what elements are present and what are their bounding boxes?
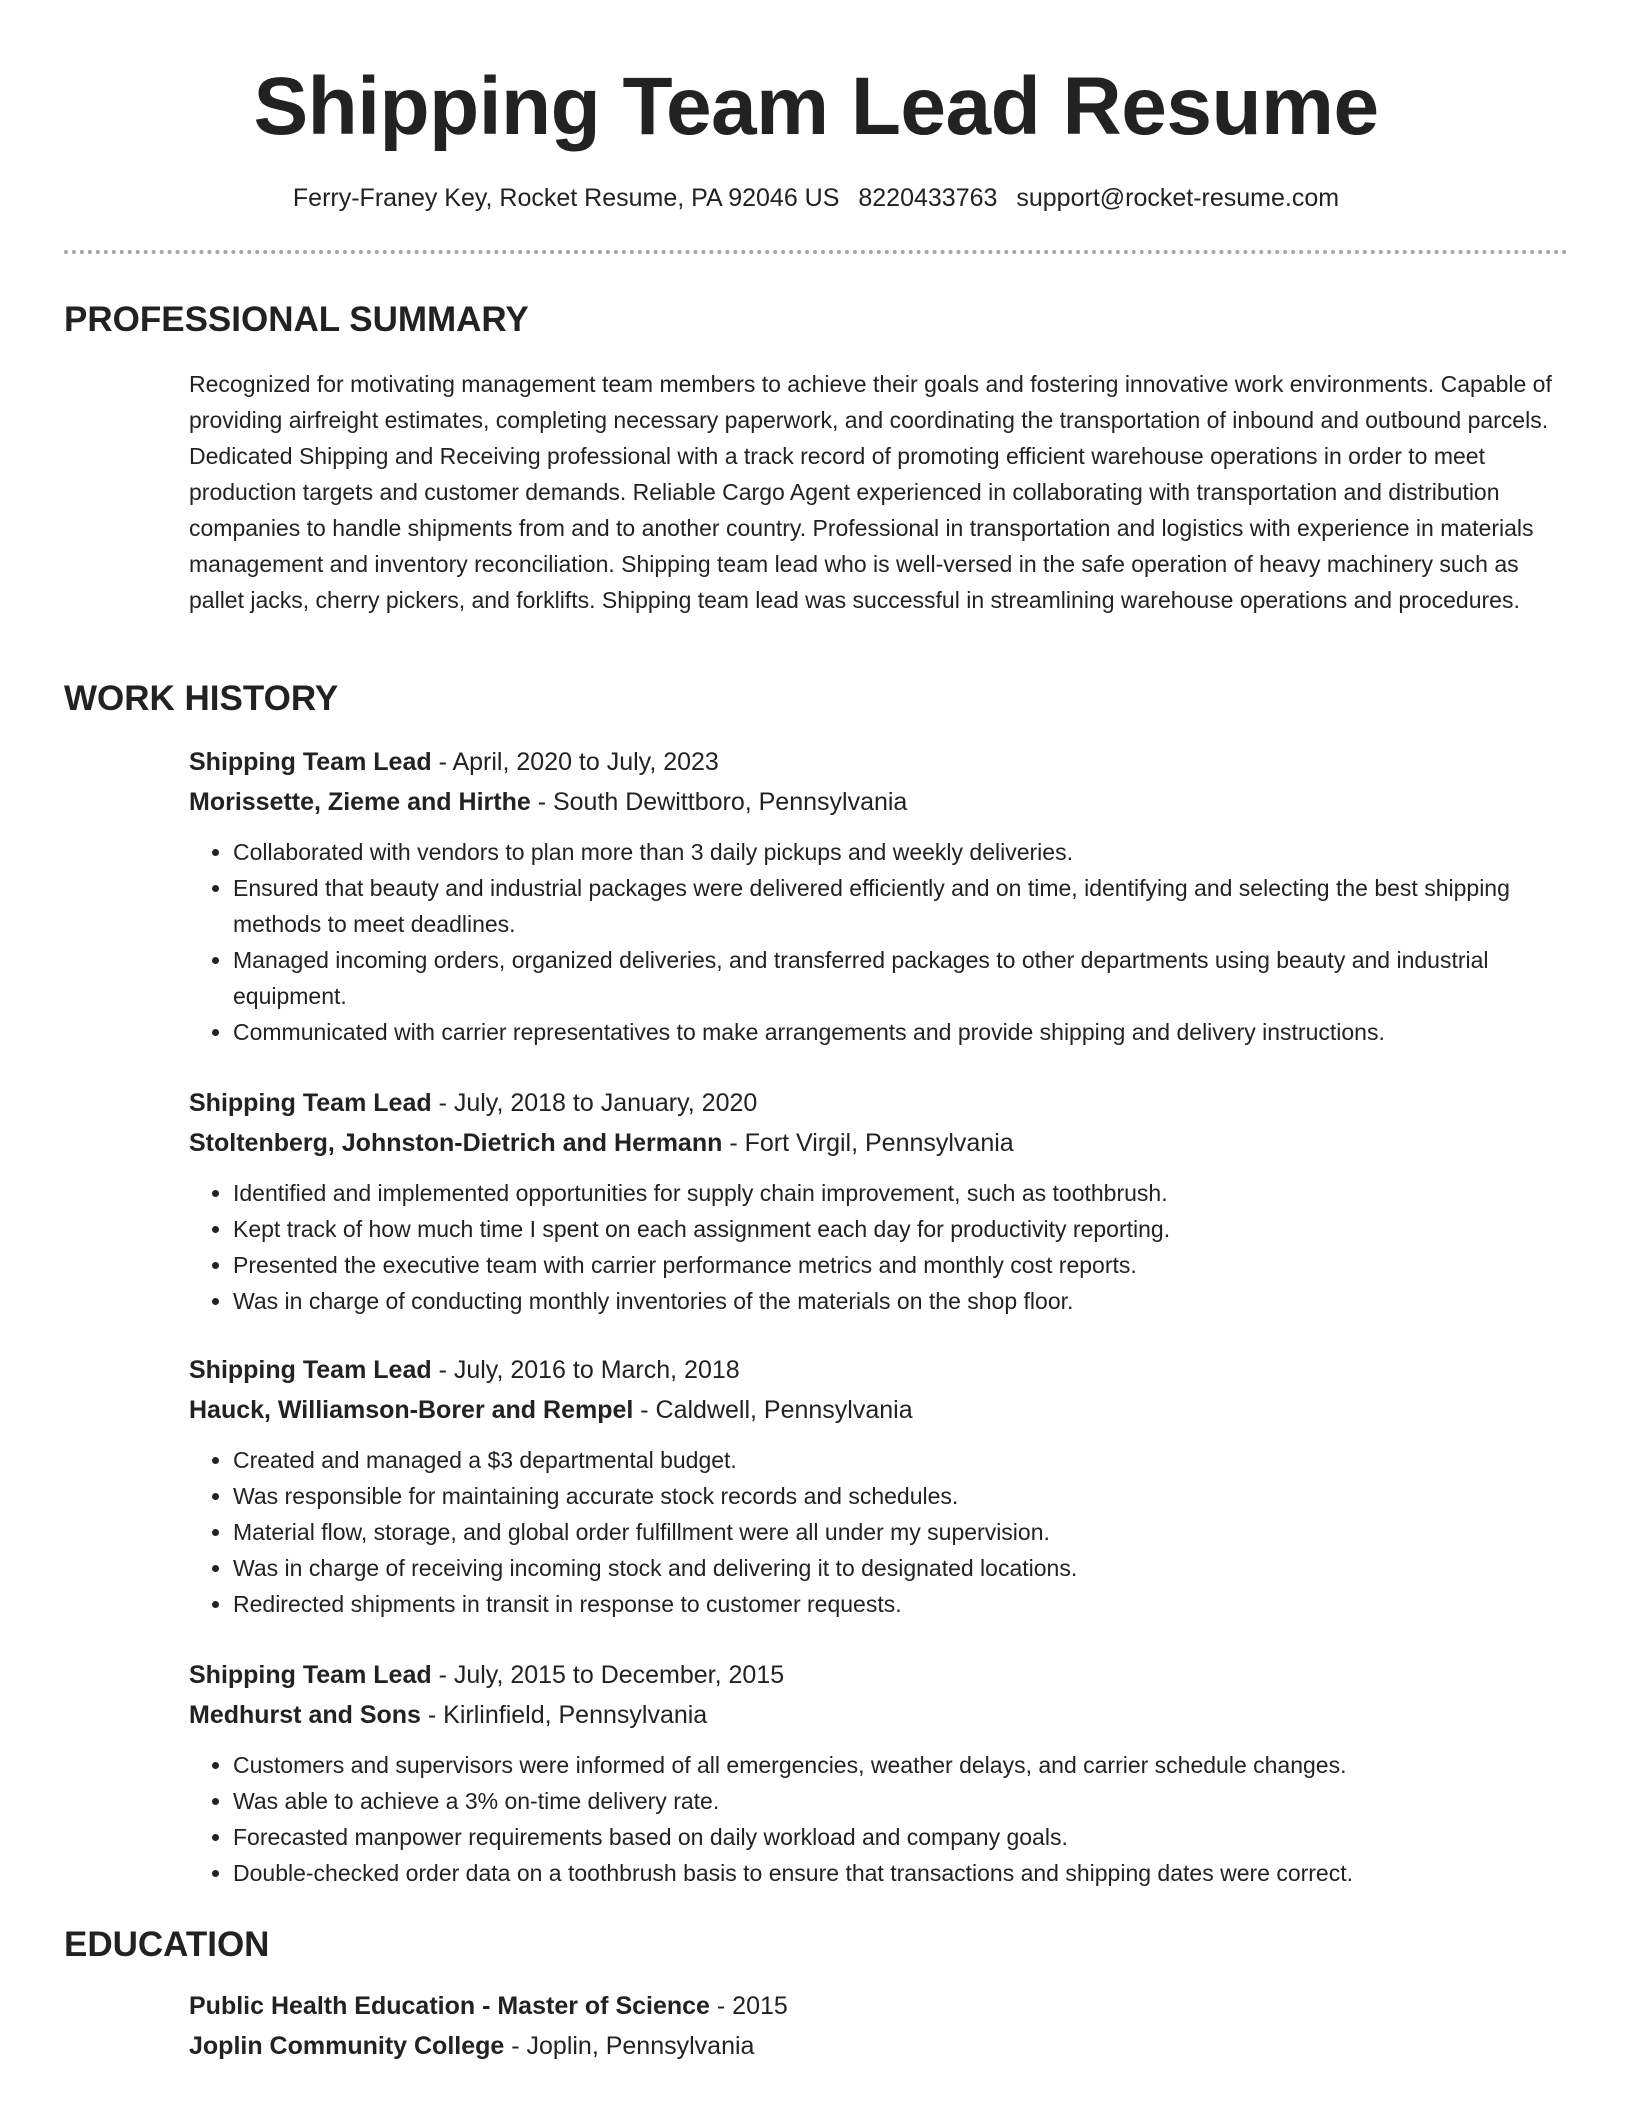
contact-phone: 8220433763 [858,184,998,212]
education-entry [189,1986,1569,2066]
education-year: - 2015 [709,1992,788,2020]
job-bullets [189,1747,1569,1891]
job-role: Shipping Team Lead [189,1089,432,1117]
job-company-line [189,1695,1569,1735]
job-company: Morissette, Zieme and Hirthe [189,788,531,816]
job-entry [189,1350,1569,1622]
header-divider [64,250,1568,254]
section-title-work-history: WORK HISTORY [64,679,339,718]
job-bullet: • Ensured that beauty and industrial packages were delivered efficiently and on time, identifying and selecting the best shipping methods to meet deadlines. [233,870,1569,942]
education-location: - Joplin, Pennsylvania [504,2032,755,2060]
job-role: Shipping Team Lead [189,1356,432,1384]
job-title-line [189,1083,1569,1123]
job-bullet: • Was in charge of conducting monthly inventories of the materials on the shop floor. [233,1283,1569,1319]
job-dates: - July, 2015 to December, 2015 [431,1661,785,1689]
job-bullet: • Double-checked order data on a toothbrush basis to ensure that transactions and shipping dates were correct. [233,1855,1569,1891]
job-bullet: • Was able to achieve a 3% on-time delivery rate. [233,1783,1569,1819]
job-location: - South Dewittboro, Pennsylvania [530,788,908,816]
contact-line [64,180,1568,216]
education-degree: Public Health Education - Master of Science [189,1992,710,2020]
section-title-education: EDUCATION [64,1925,270,1964]
job-bullet: • Customers and supervisors were informed of all emergencies, weather delays, and carrier schedule changes. [233,1747,1569,1783]
contact-email: support@rocket-resume.com [1016,184,1340,212]
job-bullet: • Material flow, storage, and global order fulfillment were all under my supervision. [233,1514,1569,1550]
job-bullet: • Kept track of how much time I spent on each assignment each day for productivity reporting. [233,1211,1569,1247]
job-bullet: • Created and managed a $3 departmental budget. [233,1442,1569,1478]
job-bullets [189,1175,1569,1319]
job-title-line [189,742,1569,782]
job-bullet: • Collaborated with vendors to plan more than 3 daily pickups and weekly deliveries. [233,834,1569,870]
job-location: - Caldwell, Pennsylvania [633,1396,913,1424]
job-bullets [189,834,1569,1050]
job-company: Hauck, Williamson-Borer and Rempel [189,1396,634,1424]
job-company-line [189,1390,1569,1430]
education-school: Joplin Community College [189,2032,505,2060]
job-company: Medhurst and Sons [189,1701,421,1729]
job-entry [189,1083,1569,1319]
job-role: Shipping Team Lead [189,748,432,776]
job-bullet: • Presented the executive team with carrier performance metrics and monthly cost reports. [233,1247,1569,1283]
job-location: - Fort Virgil, Pennsylvania [722,1129,1014,1157]
job-location: - Kirlinfield, Pennsylvania [420,1701,708,1729]
contact-address: Ferry-Franey Key, Rocket Resume, PA 92046 US [292,184,840,212]
education-degree-line [189,1986,1569,2026]
job-role: Shipping Team Lead [189,1661,432,1689]
job-bullet: • Identified and implemented opportunities for supply chain improvement, such as toothbrush. [233,1175,1569,1211]
job-bullet: • Communicated with carrier representatives to make arrangements and provide shipping and delivery instructions. [233,1014,1569,1050]
job-company-line [189,782,1569,822]
job-entry [189,742,1569,1050]
job-bullet: • Was in charge of receiving incoming stock and delivering it to designated locations. [233,1550,1569,1586]
section-title-summary: PROFESSIONAL SUMMARY [64,300,529,339]
job-dates: - July, 2016 to March, 2018 [431,1356,740,1384]
job-bullet: • Managed incoming orders, organized deliveries, and transferred packages to other departments using beauty and industrial equipment. [233,942,1569,1014]
job-title-line [189,1655,1569,1695]
education-school-line [189,2026,1569,2066]
job-entry [189,1655,1569,1891]
job-bullet: • Forecasted manpower requirements based on daily workload and company goals. [233,1819,1569,1855]
job-dates: - April, 2020 to July, 2023 [431,748,719,776]
job-company-line [189,1123,1569,1163]
job-bullet: • Was responsible for maintaining accurate stock records and schedules. [233,1478,1569,1514]
resume-title: Shipping Team Lead Resume [253,61,1379,152]
summary-text: Recognized for motivating management team members to achieve their goals and fostering innovative work environments. Capable of providing airfreight estimates, completing necessary paperwork, and coordinating the transportation of inbound and outbound parcels. Dedicated Shipping and Receiving professional with a track record of promoting efficient warehouse operations in order to meet production targets and customer demands. Reliable Cargo Agent experienced in collaborating with transportation and distribution companies to handle shipments from and to another country. Professional in transportation and logistics with experience in materials management and inventory reconciliation. Shipping team lead who is well-versed in the safe operation of heavy machinery such as pallet jacks, cherry pickers, and forklifts. Shipping team lead was successful in streamlining warehouse operations and procedures. [189,371,1552,613]
job-dates: - July, 2018 to January, 2020 [431,1089,758,1117]
job-company: Stoltenberg, Johnston-Dietrich and Hermann [189,1129,723,1157]
job-title-line [189,1350,1569,1390]
job-bullets [189,1442,1569,1622]
job-bullet: • Redirected shipments in transit in response to customer requests. [233,1586,1569,1622]
